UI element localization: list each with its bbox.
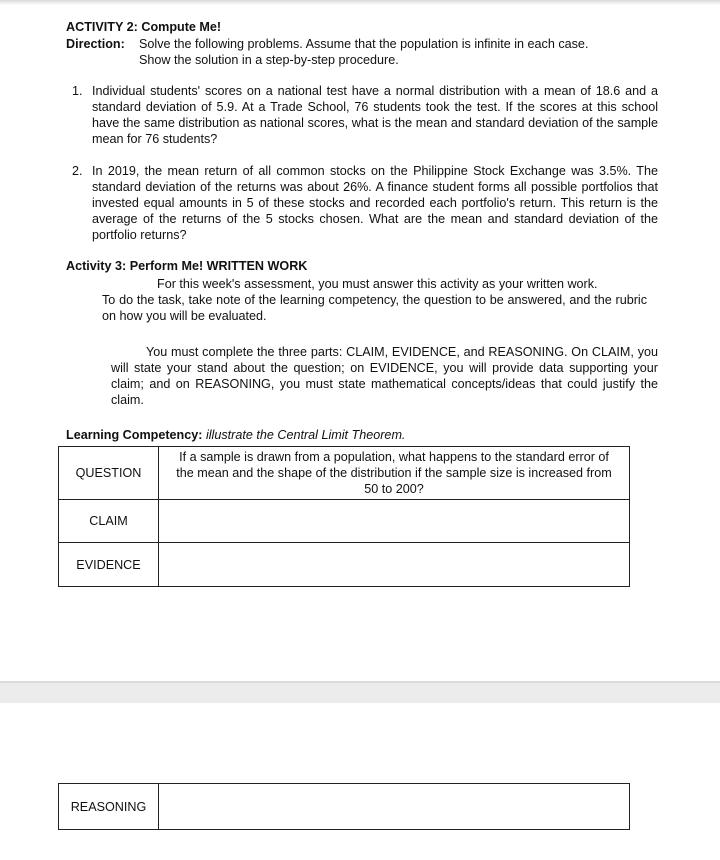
intro-rest: To do the task, take note of the learning competency, the question to be answered, and the rubric on how you will be evaluated. [102, 293, 647, 323]
question-row [59, 447, 630, 500]
cer-table [58, 446, 630, 587]
problem-1-number: 1. [72, 84, 83, 98]
direction-label: Direction: [66, 37, 125, 51]
direction-line2: Show the solution in a step-by-step procedure. [139, 53, 399, 67]
reasoning-table [58, 783, 630, 830]
reasoning-row [59, 784, 630, 830]
problem-1-text: Individual students' scores on a national test have a normal distribution with a mean of 18.6 and a standard deviation of 5.9. At a Trade School, 76 students took the test. If the scores at this school have the same distribution as national scores, what is the mean and standard deviation of the sample mean for 76 students? [92, 84, 658, 146]
problem-2-text: In 2019, the mean return of all common stocks on the Philippine Stock Exchange was 3.5%. The standard deviation of the returns was about 26%. A finance student forms all possible portfolios that invested equal amounts in 5 of these stocks and recorded each portfolio's return. This return is the average of the returns of the 5 stocks chosen. What are the mean and standard deviation of the portfolio returns? [92, 164, 658, 242]
top-edge [0, 0, 720, 5]
page-break [0, 681, 720, 703]
activity2-title: ACTIVITY 2: Compute Me! [66, 20, 222, 34]
evidence-label: EVIDENCE [59, 543, 159, 587]
direction-line1: Solve the following problems. Assume that the population is infinite in each case. [139, 37, 589, 51]
question-label: QUESTION [59, 447, 159, 500]
problem-2-number: 2. [72, 164, 83, 178]
intro-line1: For this week's assessment, you must answer this activity as your written work. [157, 277, 598, 291]
evidence-row [59, 543, 630, 587]
reasoning-label: REASONING [59, 784, 159, 830]
claim-label: CLAIM [59, 500, 159, 543]
activity3-title: Activity 3: Perform Me! WRITTEN WORK [66, 259, 308, 273]
evidence-answer-cell[interactable] [159, 543, 630, 587]
activity3-intro [102, 276, 647, 324]
reasoning-answer-cell[interactable] [159, 784, 630, 830]
activity3-instructions: You must complete the three parts: CLAIM, EVIDENCE, and REASONING. On CLAIM, you will state your stand about the question; on EVIDENCE, you will provide data supporting your claim; and on REASONING, you must state mathematical concepts/ideas that could justify the claim. [111, 345, 658, 407]
claim-row [59, 500, 630, 543]
learning-competency: Learning Competency: illustrate the Central Limit Theorem. [66, 428, 406, 442]
question-text: If a sample is drawn from a population, what happens to the standard error of the mean and the shape of the distribution if the sample size is increased from 50 to 200? [159, 447, 630, 500]
claim-answer-cell[interactable] [159, 500, 630, 543]
